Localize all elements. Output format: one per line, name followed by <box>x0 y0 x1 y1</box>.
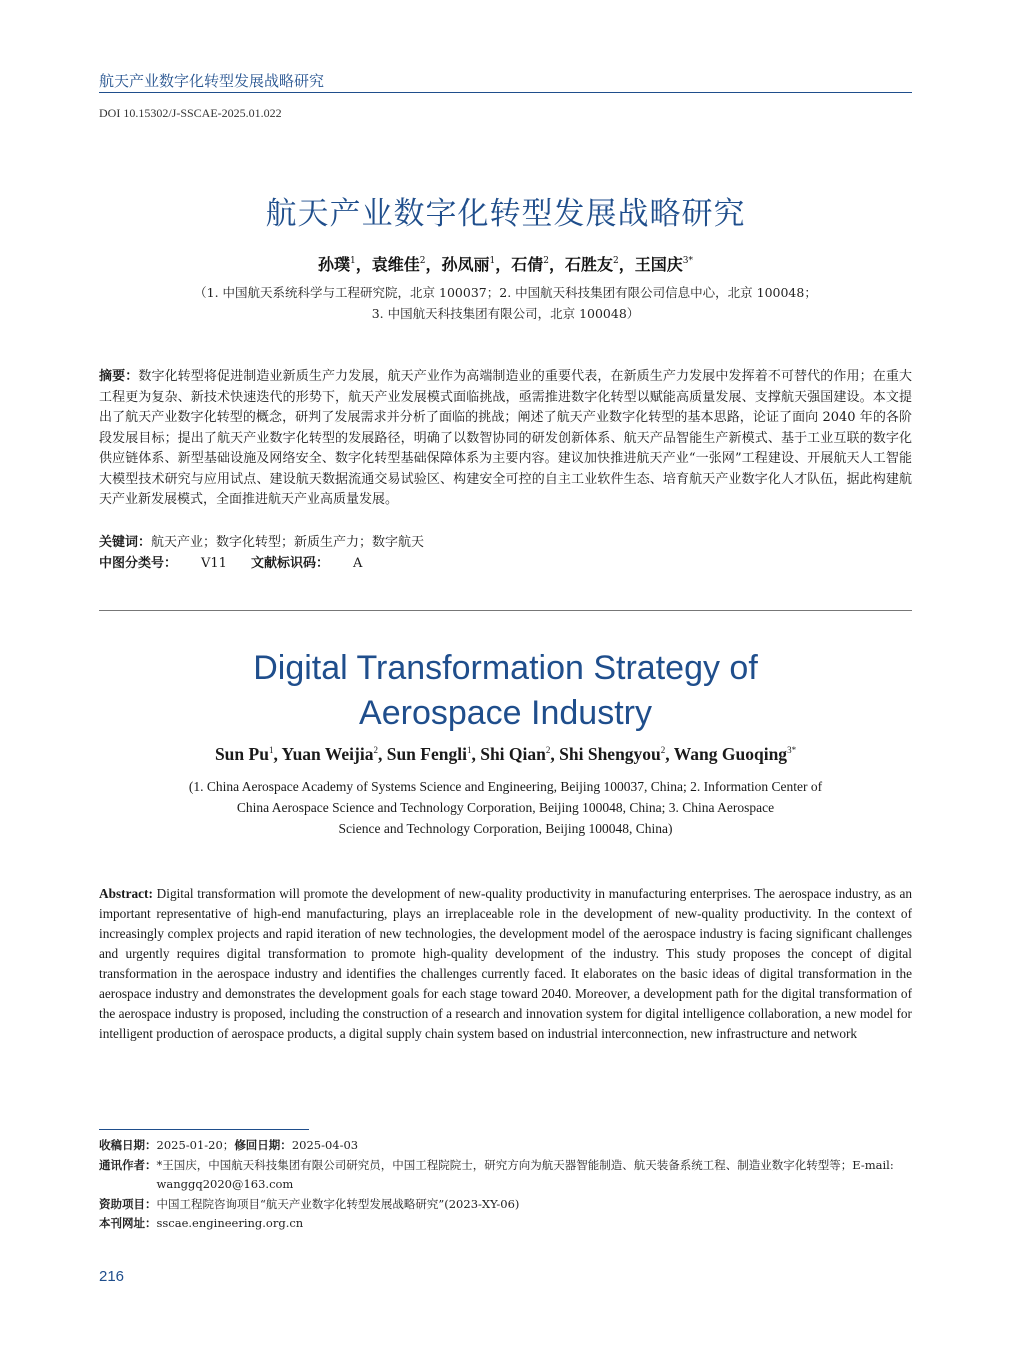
section-divider <box>99 610 912 611</box>
cn-abstract <box>99 367 912 511</box>
cn-affiliation-line: 3. 中国航天科技集团有限公司，北京 100048） <box>371 306 640 321</box>
en-affiliation-line: (1. China Aerospace Academy of Systems Science and Engineering, Beijing 100037, China; 2. Information Center of <box>188 779 823 794</box>
running-head: 航天产业数字化转型发展战略研究 <box>99 72 912 93</box>
en-title-line: Aerospace Industry <box>359 694 652 732</box>
author: 石倩$^2$， <box>511 255 566 274</box>
author: Wang Guoqing$^{3*}$ <box>673 744 797 764</box>
cn-title: 航天产业数字化转型发展战略研究 <box>265 196 746 232</box>
en-title-line: Digital Transformation Strategy of <box>253 649 758 687</box>
en-abstract-label: Abstract: <box>99 886 153 901</box>
footnote-correspondence: 通讯作者： *王国庆，中国航天科技集团有限公司研究员，中国工程院院士，研究方向为航天器智能制造、航天装备系统工程、制造业数字化转型等；E-mail: wanggq2020@163.com <box>99 1157 894 1191</box>
cn-keywords <box>99 533 912 553</box>
page-number: 216 <box>99 1268 125 1285</box>
footnote-website: 本刊网址： sscae.engineering.org.cn <box>99 1216 304 1230</box>
document-code: 文献标识码： A <box>250 556 363 571</box>
footnote-funding: 资助项目： 中国工程院咨询项目“航天产业数字化转型发展战略研究”(2023-XY-06) <box>99 1196 520 1211</box>
clc-number: 中图分类号： V11 <box>99 556 227 571</box>
cn-keywords-text: 航天产业；数字化转型；新质生产力；数字航天 <box>151 535 425 550</box>
en-title <box>99 646 912 736</box>
cn-authors <box>99 252 912 275</box>
author: Sun Pu$^1$, <box>214 744 282 764</box>
cn-abstract-label: 摘要： <box>99 369 139 384</box>
author: 孙凤丽$^1$， <box>441 255 512 274</box>
author: 袁维佳$^2$， <box>371 255 442 274</box>
author: Sun Fengli$^1$, <box>386 744 481 764</box>
en-affiliations <box>99 776 912 839</box>
cn-keywords-label: 关键词： <box>99 535 152 550</box>
footnote-dates: 收稿日期： 2025-01-20；修回日期：2025-04-03 <box>99 1138 359 1152</box>
en-affiliation-line: Science and Technology Corporation, Beijing 100048, China) <box>338 821 673 836</box>
cn-classification <box>99 554 912 574</box>
author: Shi Qian$^2$, <box>480 744 560 764</box>
en-abstract-text: Digital transformation will promote the development of new-quality productivity in manufacturing enterprises. The aerospace industry, as an important representative of high-end manufacturing, plays an irreplaceable role in the development of new-quality productivity. In the context of increasingly complex projects and rapid iteration of new technologies, the development model of the aerospace industry is facing significant challenges and urgently requires digital transformation to promote high-quality development of the industry. This study proposes the concept of digital transformation in the aerospace industry and identifies the challenges currently faced. It elaborates on the basic ideas of digital transformation in the aerospace industry and demonstrates the development goals for each stage toward 2040. Moreover, a development path for the digital transformation of the aerospace industry is proposed, including the construction of a research and innovation system for digital intelligence collaboration, a new model for intelligent production of aerospace products, a digital supply chain system based on industrial interconnection, new infrastructure and network <box>99 886 912 1041</box>
author: Yuan Weijia$^2$, <box>281 744 387 764</box>
article-page <box>99 0 912 1351</box>
author: Shi Shengyou$^2$, <box>559 744 674 764</box>
author: 石胜友$^2$， <box>565 255 635 274</box>
doi: DOI 10.15302/J-SSCAE-2025.01.022 <box>99 106 282 120</box>
en-authors <box>99 744 912 765</box>
en-abstract <box>99 884 912 1064</box>
cn-abstract-text: 数字化转型将促进制造业新质生产力发展，航天产业作为高端制造业的重要代表，在新质生产力发展中发挥着不可替代的作用；在重大工程更为复杂、新技术快速迭代的形势下，航天产业发展模式面临挑战，亟需推进数字化转型以赋能高质量发展、支撑航天强国建设。本文提出了航天产业数字化转型的概念，研判了发展需求并分析了面临的挑战；阐述了航天产业数字化转型的基本思路，论证了面向 2040 年的各阶段发展目标；提出了航天产业数字化转型的发展路径，明确了以数智协同的研发创新体系、航天产品智能生产新模式、基于工业互联的数字化供应链体系、新型基础设施及网络安全、数字化转型基础保障体系为主要内容。建议加快推进航天产业“一张网”工程建设、开展航天人工智能大模型技术研究与应用试点、建设航天数据流通交易试验区、构建安全可控的自主工业软件生态、培育航天产业数字化人才队伍，据此构建航天产业新发展模式，全面推进航天产业高质量发展。 <box>99 369 912 507</box>
footnote-rule <box>99 1129 309 1130</box>
en-affiliation-line: China Aerospace Science and Technology Corporation, Beijing 100048, China; 3. China Aerospace <box>236 800 775 815</box>
footnotes <box>99 1136 912 1234</box>
author: 孙璞$^1$， <box>317 255 372 274</box>
cn-affiliations <box>99 282 912 324</box>
cn-affiliation-line: （1. 中国航天系统科学与工程研究院，北京 100037；2. 中国航天科技集团有限公司信息中心，北京 100048； <box>194 285 817 300</box>
author: 王国庆$^{3*}$ <box>634 255 694 274</box>
